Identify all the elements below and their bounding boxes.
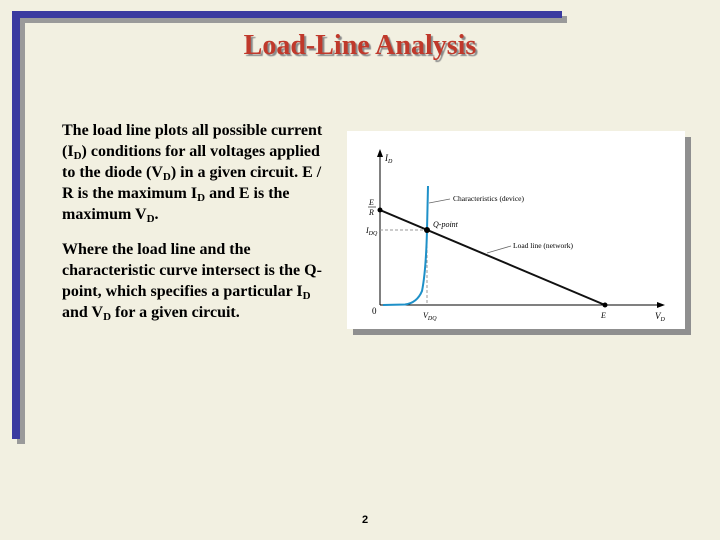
p2-sub-a: D [302, 290, 311, 302]
p2-text-c: for a given circuit. [111, 304, 240, 321]
e-over-r-denominator: R [369, 208, 374, 217]
e-label: E [601, 311, 606, 320]
characteristics-leader [429, 199, 450, 203]
idq-label: $I_{DQ}$ [366, 226, 378, 237]
page-number: 2 [361, 514, 369, 526]
e-point [603, 303, 608, 308]
loadline-leader [487, 246, 511, 253]
load-line-figure [347, 131, 685, 329]
y-axis-label: $I_D$ [385, 153, 393, 165]
q-point-marker [424, 227, 430, 233]
paragraph-load-line-definition [62, 120, 334, 225]
q-point-label: Q-point [433, 220, 458, 229]
p2-sub-b: D [103, 311, 112, 323]
e-over-r-numerator: E [369, 198, 374, 207]
load-line-diagram [347, 131, 685, 329]
slide-title: Load-Line Analysis [243, 30, 477, 61]
load-line [380, 210, 605, 305]
body-text [62, 120, 334, 337]
characteristic-curve [383, 186, 428, 305]
paragraph-q-point [62, 239, 334, 323]
p1-sub-c: D [197, 192, 206, 204]
characteristics-label: Characteristics (device) [453, 194, 525, 203]
p1-text-b: ) conditions for all voltages applied to the diode (V [62, 143, 320, 181]
x-axis-label: $V_D$ [655, 311, 665, 323]
p1-sub-b: D [162, 171, 171, 183]
p1-sub-a: D [73, 150, 82, 162]
p1-sub-d: D [146, 213, 155, 225]
origin-label: 0 [372, 306, 377, 316]
p1-text-a: The load line plots all possible current (I [62, 122, 323, 160]
y-axis-arrow [377, 149, 383, 157]
vdq-label: $V_{DQ}$ [423, 311, 437, 322]
p1-text-c: ) in a given circuit. E / R is the maximum I [62, 164, 322, 202]
loadline-label: Load line (network) [513, 241, 573, 250]
frame-bar-top [12, 11, 562, 18]
e-over-r-point [378, 208, 383, 213]
p1-text-e: . [154, 206, 159, 223]
p1-text-d: and E is the maximum V [62, 185, 290, 223]
p2-text-a: Where the load line and the characteristic curve intersect is the Q-point, which specifies a particular I [62, 241, 322, 300]
x-axis-arrow [657, 302, 665, 308]
p2-text-b: and V [62, 304, 104, 321]
frame-bar-left [12, 11, 20, 439]
